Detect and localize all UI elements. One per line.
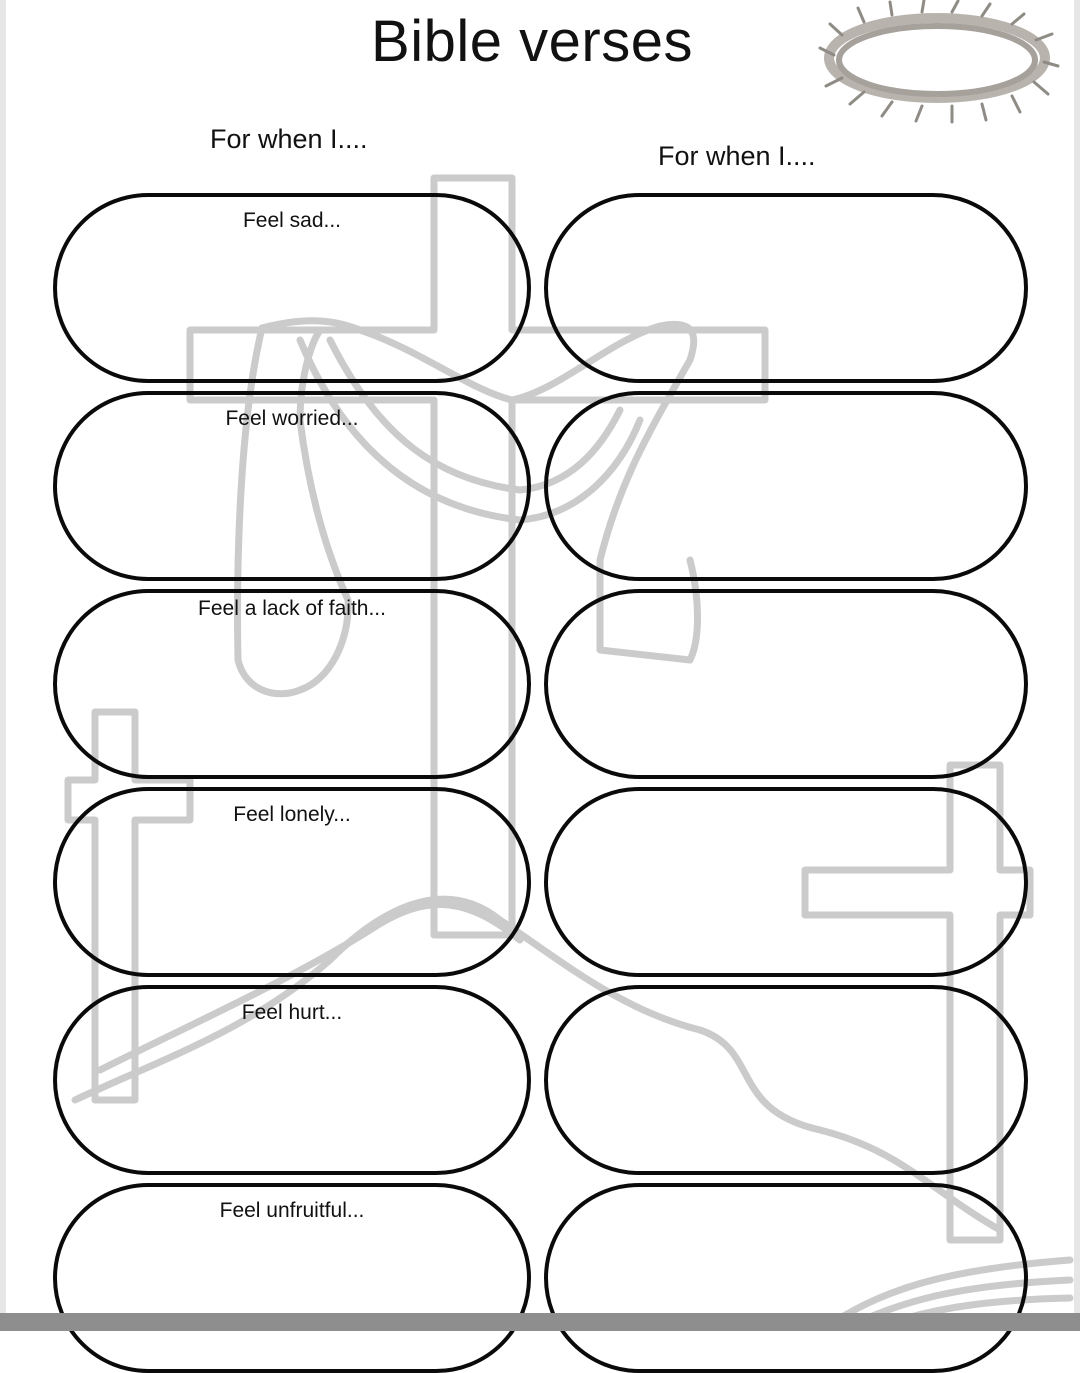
crown-of-thorns-icon (812, 0, 1062, 125)
answer-oval[interactable] (544, 193, 1028, 383)
prompt-label: Feel sad... (242, 209, 342, 232)
prompt-oval[interactable] (53, 985, 531, 1175)
prompt-label: Feel hurt... (241, 1001, 343, 1024)
answer-oval[interactable] (544, 985, 1028, 1175)
prompt-label: Feel a lack of faith... (198, 597, 386, 620)
prompt-oval[interactable] (53, 589, 531, 779)
answer-oval[interactable] (544, 787, 1028, 977)
answer-oval[interactable] (544, 589, 1028, 779)
prompt-oval[interactable] (53, 1183, 531, 1373)
prompt-label: Feel worried... (225, 407, 359, 430)
column-heading-right: For when I.... (658, 141, 816, 171)
page-title: Bible verses (371, 9, 693, 74)
answer-oval[interactable] (544, 391, 1028, 581)
column-heading-left: For when I.... (210, 124, 368, 154)
prompt-label: Feel unfruitful... (219, 1199, 365, 1222)
prompt-label: Feel lonely... (233, 803, 351, 826)
prompt-oval[interactable] (53, 391, 531, 581)
bottom-scroll-bar (0, 1313, 1080, 1331)
prompt-oval[interactable] (53, 787, 531, 977)
prompt-oval[interactable] (53, 193, 531, 383)
answer-oval[interactable] (544, 1183, 1028, 1373)
